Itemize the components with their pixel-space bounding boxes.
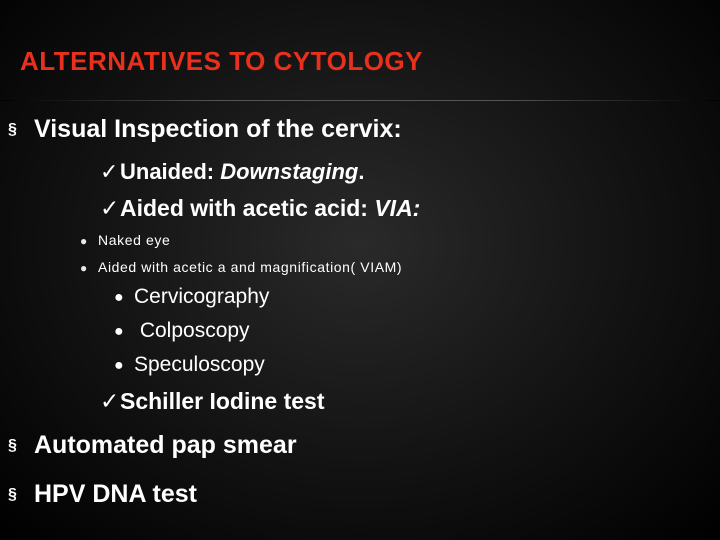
detail-item-label: Aided with acetic a and magnification( VIAM) xyxy=(98,259,403,275)
section-bullet-icon: § xyxy=(8,437,17,454)
dot-bullet-icon: ● xyxy=(114,357,124,374)
sub-item-label: Aided with acetic acid: xyxy=(120,195,375,221)
dot-bullet-icon: ● xyxy=(114,289,124,306)
title-divider xyxy=(0,100,720,101)
sub-item-label: Unaided: xyxy=(120,159,221,184)
detail-item-viam xyxy=(80,259,402,275)
method-item-cervicography xyxy=(114,285,269,309)
bullet-label: Visual Inspection of the cervix: xyxy=(34,115,402,143)
checkmark-icon: ✓ xyxy=(100,388,120,414)
sub-item-aided xyxy=(100,195,420,222)
checkmark-icon: ✓ xyxy=(100,159,119,184)
checkmark-icon: ✓ xyxy=(100,195,120,221)
dot-bullet-icon: ● xyxy=(80,261,88,275)
sub-item-emphasis: VIA: xyxy=(374,195,421,221)
method-item-colposcopy xyxy=(114,319,250,343)
dot-bullet-icon: ● xyxy=(80,234,88,248)
bullet-hpv-dna xyxy=(8,480,197,509)
sub-item-tail: . xyxy=(358,159,365,184)
section-bullet-icon: § xyxy=(8,486,17,503)
sub-item-schiller xyxy=(100,388,325,415)
bullet-visual-inspection xyxy=(8,115,402,144)
bullet-label: Automated pap smear xyxy=(34,431,297,459)
detail-item-label: Naked eye xyxy=(98,232,171,248)
sub-item-unaided xyxy=(100,159,364,185)
sub-item-emphasis: Downstaging xyxy=(220,159,359,184)
section-bullet-icon: § xyxy=(8,121,17,138)
slide-title: ALTERNATIVES TO CYTOLOGY xyxy=(20,46,423,76)
method-item-label: Speculoscopy xyxy=(134,353,265,376)
method-item-label: Colposcopy xyxy=(134,319,250,342)
dot-bullet-icon: ● xyxy=(114,323,124,340)
bullet-label: HPV DNA test xyxy=(34,480,197,508)
method-item-label: Cervicography xyxy=(134,285,270,308)
sub-item-label: Schiller Iodine test xyxy=(120,388,325,414)
detail-item-naked-eye xyxy=(80,232,170,248)
bullet-automated-pap xyxy=(8,431,297,460)
method-item-speculoscopy xyxy=(114,353,265,377)
